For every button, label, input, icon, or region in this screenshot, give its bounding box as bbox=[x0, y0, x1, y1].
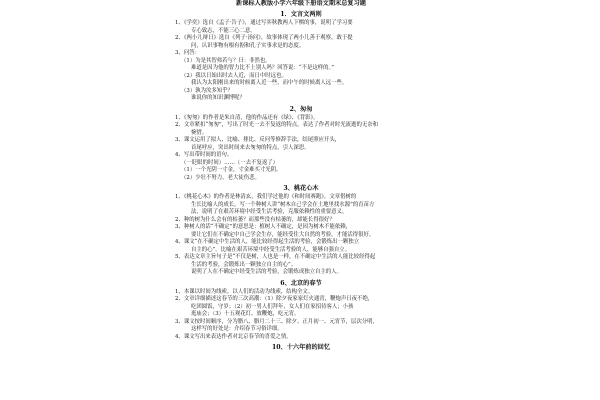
body-line: 自主的心”。比喻在艰苦环境中经受生活考验的人，能够自强自立。 bbox=[191, 246, 351, 253]
body-line: 说明了人在不确定中经受生活的考验，会锻炼成独立自主的人。 bbox=[191, 269, 342, 275]
body-line: （1）为是其智弗若与？曰：非然也。 bbox=[181, 57, 271, 64]
body-line: 1、《匆匆》的作者是朱自清，他的作品还有《绿》、《背影》。 bbox=[175, 114, 319, 121]
section-heading: 2、匆匆 bbox=[289, 105, 313, 113]
body-line: 我认为太阳刚出来的时候离人近一些，而中午的时候离人远一些。 bbox=[191, 80, 348, 86]
body-line: （2）少壮不努力，老大徒伤悲。 bbox=[181, 174, 260, 181]
body-line: 2、文章紧扣“匆匆”，写出了时光一去不复返的特点，表达了作者对时光流逝的无奈和 bbox=[175, 122, 379, 128]
body-line: 2、文章详细描述这春节的三次高潮：（1）除夕夜家家灯火通宵，鞭炮声日夜不绝， bbox=[175, 296, 374, 302]
body-line: 问，认识事物有根有据和孔子实事求是的态度。 bbox=[191, 42, 305, 49]
section-heading: 1．文言文两则 bbox=[280, 11, 322, 18]
body-line: 2、《两小儿辩日》选自《列子·汤问》，故事体现了两小儿善于观察，敢于提 bbox=[175, 35, 353, 41]
body-line: 1、本课以时间为线索，以人们的活动为线索，结构全文。 bbox=[175, 288, 314, 295]
document-title: 新课标人教版小学六年级下册语文期末总复习题 bbox=[236, 0, 366, 7]
document-column bbox=[175, 0, 427, 353]
body-line: 要让它们在不确定中自己学会生存，能经受住大自然的考验，才能活得很好。 bbox=[191, 231, 375, 238]
body-line: 3、课文按时间顺序，分为腊八、腊月二十三、除夕、正月初一、元宵节，层次分明， bbox=[175, 318, 378, 325]
body-line: 5、表达文章主旨句子是“不仅是树，人也是一样，在不确定中生活的人能比较经得起 bbox=[175, 254, 376, 260]
body-line: 4、课文写出来表达作者对北京春节的喜爱之情。 bbox=[175, 333, 292, 340]
body-line: 生活的考验，会锻炼出一颗独立自主的心”。 bbox=[191, 261, 297, 268]
body-line: 专心致志，不能三心二意。 bbox=[191, 27, 256, 34]
section-heading: 3、桃花心木 bbox=[283, 185, 319, 192]
body-line: 难道是因为他的智力比不上别人吗？回答说：“不是这样的。” bbox=[191, 65, 334, 71]
body-line: 谁说你的知识渊博呢？ bbox=[191, 95, 245, 101]
body-line: 1、《学奕》选自《孟子·告子》，通过写弈秋教两人下棋的事，说明了学习要 bbox=[175, 20, 353, 26]
body-line: 1、《桃花心木》的作者是林清玄，我们学过他的《和时间赛跑》，文章借树的 bbox=[175, 194, 357, 200]
body-line: 吃团圆饭，守岁；（2）初一男人们拜年，女人们在家招待客人；小孩 bbox=[191, 303, 354, 310]
body-line: 3、课文运用了拟人、比喻、排比、反问等修辞手法，结尾照应开头， bbox=[175, 137, 341, 143]
body-line: （2）我以日始出时去人近，而日中时远也。 bbox=[181, 72, 287, 79]
body-line: 3、问答： bbox=[175, 50, 200, 56]
body-line: 逛庙会；（3）十五观花灯、放鞭炮，吃元宵。 bbox=[191, 311, 300, 317]
body-line: 4、写出带时间的语句。 bbox=[175, 152, 233, 158]
body-line: 2、种的树为什么会有的枯萎？而那些没有枯萎的，却能长得很好？ bbox=[175, 216, 335, 223]
section-heading: 10、十六年前的回忆 bbox=[271, 344, 331, 351]
body-line: 3、种树人的话“不确定”的意思是：植树人不确定，是因为树木不能依赖， bbox=[175, 224, 352, 230]
body-line: 这样写的好处是：介绍春节习俗详细。 bbox=[191, 326, 283, 332]
body-line: 惋惜。 bbox=[191, 129, 208, 136]
body-line: 生长比喻人的成长，写一个种树人讲“树木自己学会在土地里找水源”的育苗方 bbox=[191, 201, 375, 208]
body-line: 首尾呼应，突出时间来去匆匆的特点，引人深思。 bbox=[191, 144, 310, 151]
body-line: 4、课文“在不确定中生活的人，能比较经得起生活的考验，会锻炼出一颗独立 bbox=[175, 239, 360, 245]
body-line: （3）孰为汝多知乎？ bbox=[181, 87, 233, 94]
body-line: 法，说明了在艰苦环境中经受生活考验，克服依赖性的重要意义。 bbox=[191, 209, 348, 215]
body-line: （一眨眼的时间）……（一去不复返了） bbox=[181, 159, 279, 166]
body-line: （1）一个光阴一寸金，寸金难买寸光阴。 bbox=[181, 167, 282, 173]
section-heading: 6、北京的春节 bbox=[280, 279, 322, 287]
